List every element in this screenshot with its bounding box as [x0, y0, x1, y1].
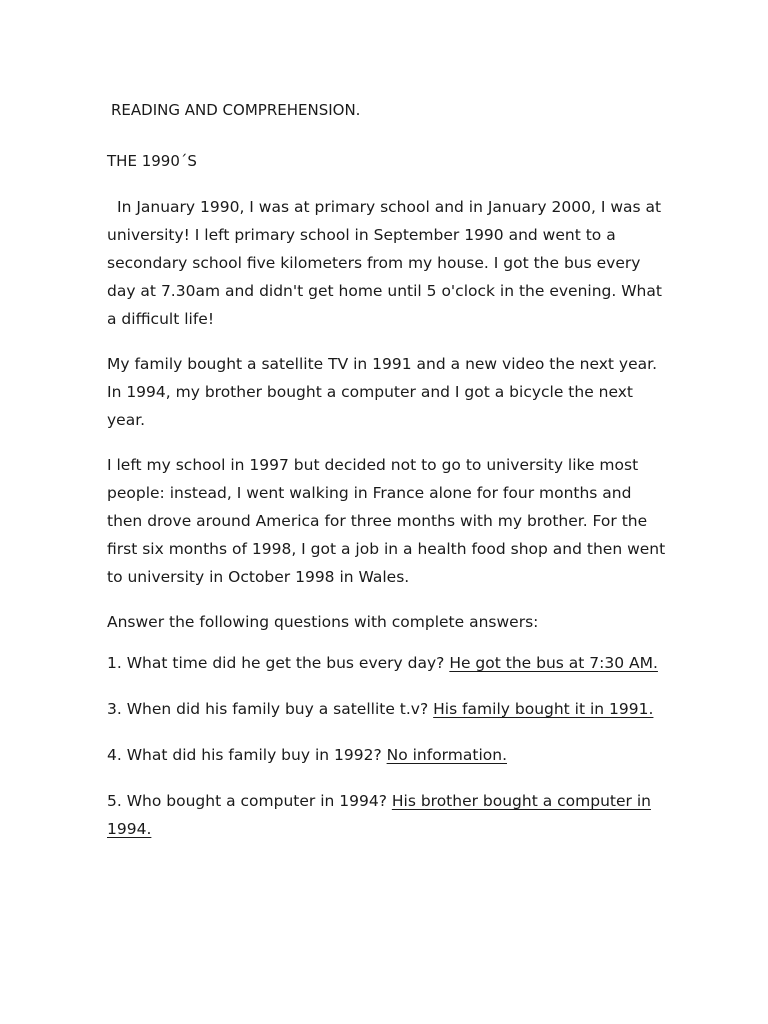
question-item-1 [107, 649, 667, 677]
question-item-5 [107, 787, 667, 843]
answer-text: His family bought it in 1991. [433, 700, 654, 718]
document-page [107, 98, 667, 861]
paragraph-3: I left my school in 1997 but decided not to go to university like most people: instead, I went walking in France alone for four months and then drove around America for three months with my brother. For the first six months of 1998, I got a job in a health food shop and then went to university in October 1998 in Wales. [107, 456, 666, 586]
question-text: 5. Who bought a computer in 1994? [107, 792, 392, 810]
paragraph-1: In January 1990, I was at primary school and in January 2000, I was at university! I left primary school in September 1990 and went to a secondary school five kilometers from my house. I got the bus every day at 7.30am and didn't get home until 5 o'clock in the evening. What a difficult life! [107, 198, 662, 328]
question-text: 4. What did his family buy in 1992? [107, 746, 387, 764]
question-item-4 [107, 741, 667, 769]
question-text: 1. What time did he get the bus every day? [107, 654, 450, 672]
paragraph-2: My family bought a satellite TV in 1991 and a new video the next year. In 1994, my brother bought a computer and I got a bicycle the next year. [107, 355, 658, 429]
answer-text: His brother bought a computer in 1994. [107, 792, 651, 838]
answer-text: He got the bus at 7:30 AM. [449, 654, 658, 672]
document-subtitle: THE 1990´S [107, 152, 197, 170]
document-title: READING AND COMPREHENSION. [111, 101, 361, 119]
instructions: Answer the following questions with complete answers: [107, 613, 539, 631]
answer-text: No information. [386, 746, 507, 764]
question-text: 3. When did his family buy a satellite t.v? [107, 700, 434, 718]
question-item-3 [107, 695, 667, 723]
